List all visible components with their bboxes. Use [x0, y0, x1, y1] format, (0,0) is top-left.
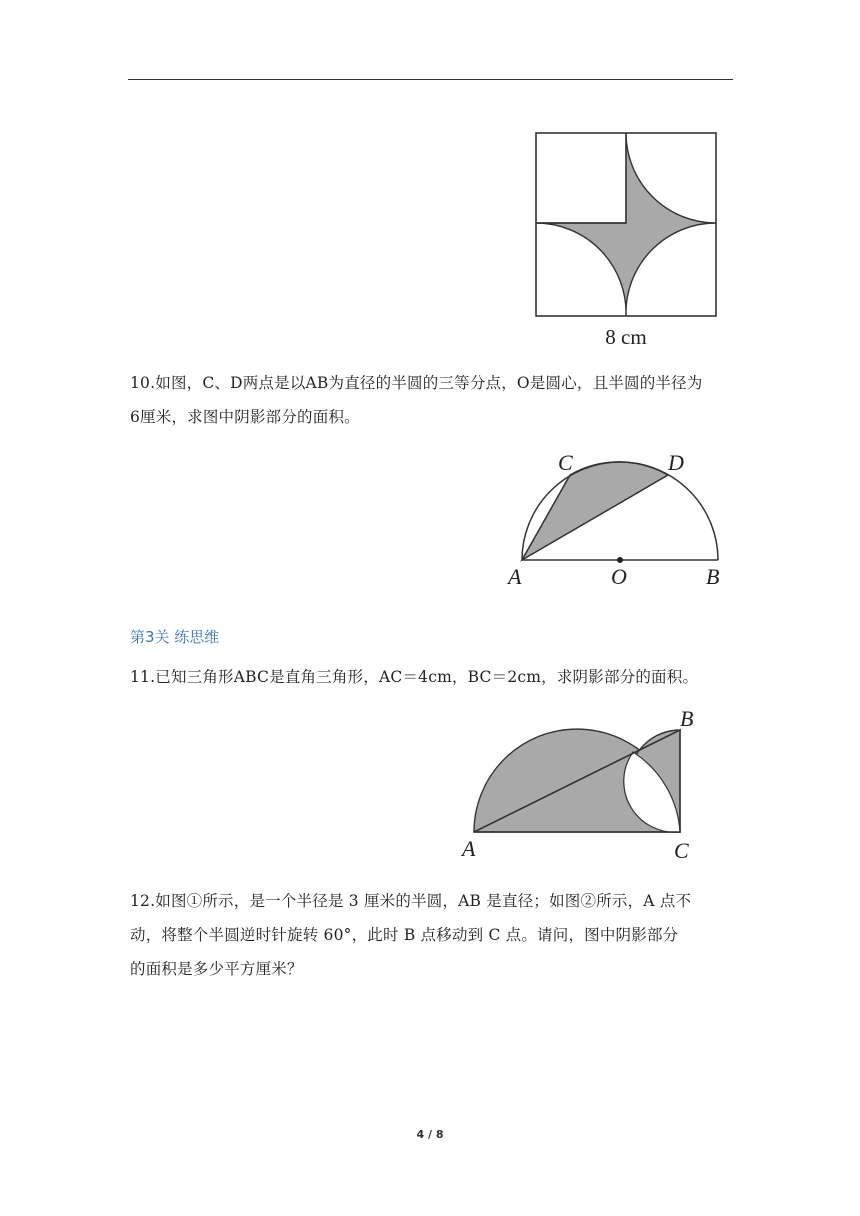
center-point	[617, 557, 623, 563]
section-heading: 第3关 练思维	[130, 628, 220, 646]
label-b: B	[680, 706, 694, 731]
label-d: D	[668, 450, 684, 475]
question-10	[130, 366, 735, 434]
q10-line1: 10.如图，C、D两点是以AB为直径的半圆的三等分点，O是圆心，且半圆的半径为	[130, 374, 703, 392]
q10-line2: 6厘米，求图中阴影部分的面积。	[130, 408, 360, 426]
page-number: 4 / 8	[416, 1128, 444, 1141]
label-c: C	[558, 450, 573, 475]
question-11	[130, 660, 735, 694]
shaded-region	[522, 462, 668, 560]
figure-semicircle	[498, 444, 738, 594]
header-rule	[128, 79, 733, 80]
question-12	[130, 884, 735, 986]
label-a: A	[462, 836, 476, 861]
figure1-caption: 8 cm	[605, 325, 647, 349]
label-o: O	[611, 564, 627, 589]
figure-star-square	[530, 128, 725, 353]
q12-line2: 动，将整个半圆逆时针旋转 60°，此时 B 点移动到 C 点。请问，图中阴影部分	[130, 926, 679, 944]
label-b: B	[706, 564, 720, 589]
label-c: C	[674, 838, 689, 863]
q11-text: 11.已知三角形ABC是直角三角形，AC＝4cm，BC＝2cm，求阴影部分的面积。	[130, 668, 699, 686]
figure-triangle-semicircles	[458, 704, 708, 869]
q12-line1: 12.如图①所示，是一个半径是 3 厘米的半圆，AB 是直径；如图②所示，A 点不	[130, 892, 692, 910]
label-a: A	[508, 564, 522, 589]
q12-line3: 的面积是多少平方厘米？	[130, 960, 303, 978]
